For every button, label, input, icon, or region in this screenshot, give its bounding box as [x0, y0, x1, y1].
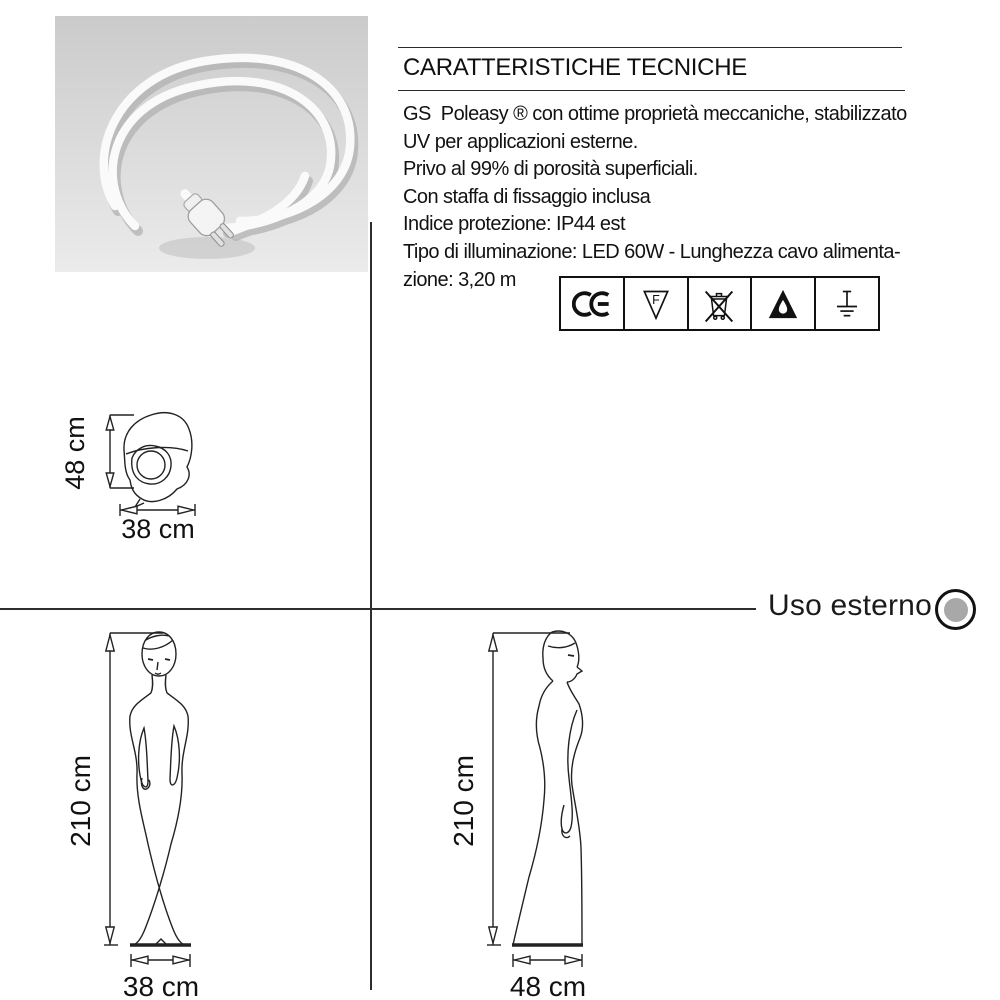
head-unit-drawing — [58, 398, 218, 548]
svg-text:F: F — [651, 292, 660, 307]
ce-mark-icon — [561, 278, 625, 329]
front-view-drawing — [60, 618, 310, 1000]
side-width-label: 48 cm — [509, 971, 587, 1000]
weee-bin-icon — [689, 278, 753, 329]
front-height-label: 210 cm — [65, 755, 96, 847]
tech-description — [403, 101, 907, 294]
side-view-drawing — [440, 618, 690, 1000]
title-rule-bottom — [398, 90, 905, 91]
outdoor-use-icon — [935, 589, 976, 630]
drop-triangle-icon — [752, 278, 816, 329]
f-mark-icon — [625, 278, 689, 329]
product-photo-cable-plug — [55, 16, 368, 272]
front-width-label: 38 cm — [122, 971, 200, 1000]
head-width-label: 38 cm — [121, 514, 195, 544]
outdoor-use-icon-inner — [944, 598, 968, 622]
divider-vertical — [370, 222, 372, 990]
section-title: CARATTERISTICHE TECNICHE — [403, 54, 747, 81]
side-height-label: 210 cm — [448, 755, 479, 847]
head-height-label: 48 cm — [60, 416, 90, 490]
earth-ground-icon — [816, 278, 878, 329]
certification-table — [559, 276, 880, 331]
tech-line: Indice protezione: IP44 est — [403, 213, 625, 236]
title-rule-top — [398, 47, 902, 48]
tech-line: Con staffa di fissaggio inclusa — [403, 185, 651, 208]
tech-line: Privo al 99% di porosità superficiali. — [403, 158, 698, 181]
tech-line: GS Poleasy ® con ottime proprietà meccaniche, stabilizzato — [403, 103, 907, 125]
tech-line: UV per applicazioni esterne. — [403, 130, 638, 153]
tech-line: Tipo di illuminazione: LED 60W - Lunghezza cavo alimenta- — [403, 240, 901, 263]
divider-horizontal — [0, 608, 756, 610]
usage-label: Uso esterno — [768, 589, 932, 622]
tech-line: zione: 3,20 m — [403, 268, 516, 291]
